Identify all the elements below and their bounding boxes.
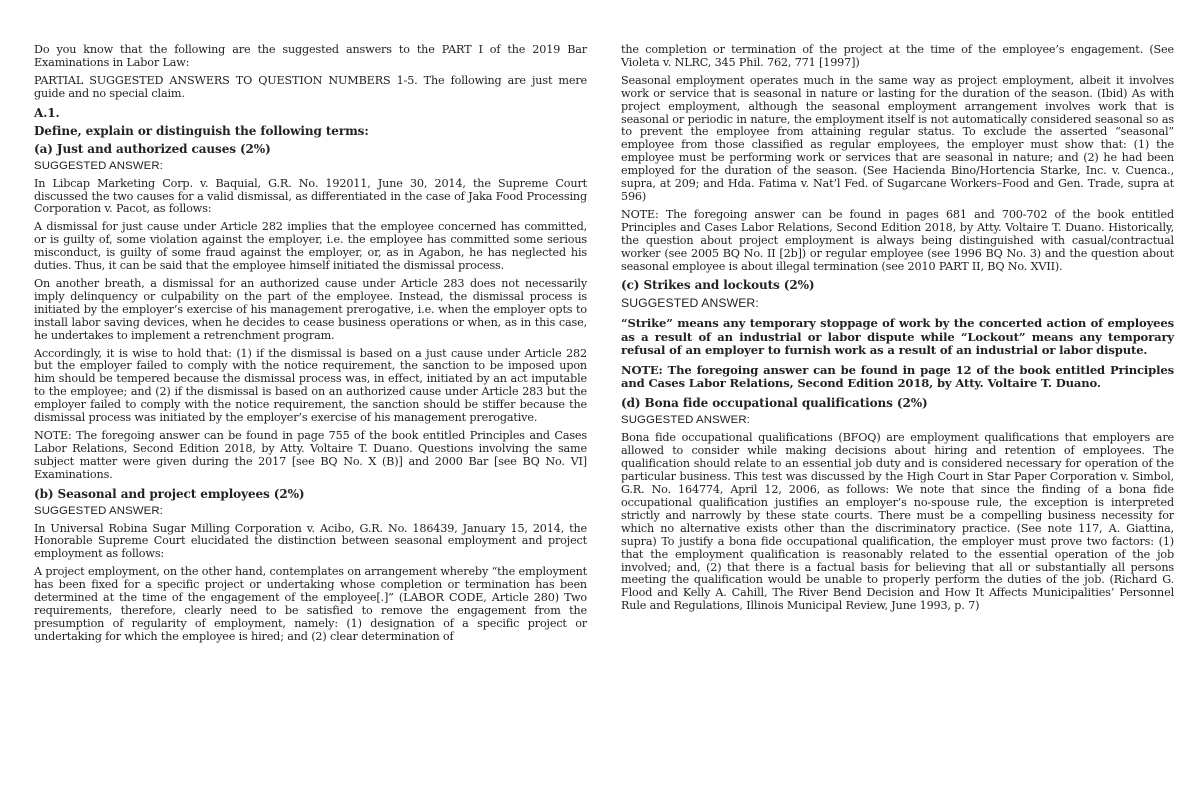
section-a-paragraph-1: In Libcap Marketing Corp. v. Baquial, G.R. No. 192011, June 30, 2014, the Supreme Court discussed the two causes for a valid dismissal, as differentiated in the case of Jaka Food Processing Corporation v. Pacot, as follows: [34,176,587,216]
right-column [621,44,1174,618]
section-b-paragraph-2-continued: the completion or termination of the project at the time of the employee’s engagement. (See Violeta v. NLRC, 345 Phil. 762, 771 [1997]) [621,43,1174,69]
question-number: A.1. [34,105,60,120]
section-b-heading: (b) Seasonal and project employees (2%) [34,486,305,501]
section-a-heading: (a) Just and authorized causes (2%) [34,141,271,156]
section-a-paragraph-2: A dismissal for just cause under Article 282 implies that the employee concerned has committed, or is guilty of, some violation against the employer, i.e. the employee has committed some serious misconduct, is guilty of some fraud against the employer, or, as in Agabon, he has neglected his duties. Thus, it can be said that the employee himself initiated the dismissal process. [34,220,587,273]
question-instruction: Define, explain or distinguish the following terms: [34,123,369,138]
section-d-heading: (d) Bona fide occupational qualifications (2%) [621,396,928,411]
section-c-heading: (c) Strikes and lockouts (2%) [621,278,815,293]
section-a-paragraph-4: Accordingly, it is wise to hold that: (1) if the dismissal is based on a just cause under Article 282 but the employer failed to comply with the notice requirement, the sanction to be imposed upon him should be tempered because the dismissal process was, in effect, initiated by an act imputable to the employee; and (2) if the dismissal is based on an authorized cause under Article 283 but the employer failed to comply with the notice requirement, the sanction should be stiffer because the dismissal process was initiated by the employer’s exercise of his management prerogative. [34,346,587,425]
section-d-answer: Bona fide occupational qualifications (BFOQ) are employment qualifications that employers are allowed to consider while making decisions about hiring and retention of employees. The qualification should relate to an essential job duty and is considered necessary for operation of the particular business. This test was discussed by the High Court in Star Paper Corporation v. Simbol, G.R. No. 164774, April 12, 2006, as follows: We note that since the finding of a bona fide occupational qualification justifies an employer’s no-spouse rule, the exception is interpreted strictly and narrowly by these state courts. There must be a compelling business necessity for which no alternative exists other than the discriminatory practice. (See note 117, A. Giattina, supra) To justify a bona fide occupational qualification, the employer must prove two factors: (1) that the employment qualification is reasonably related to the essential operation of the job involved; and, (2) that there is a factual basis for believing that all or substantially all persons meeting the qualification would be unable to properly perform the duties of the job. (Richard G. Flood and Kelly A. Cahill, The River Bend Decision and How It Affects Municipalities’ Personnel Rule and Regulations, Illinois Municipal Review, June 1993, p. 7) [621,431,1174,613]
section-b-paragraph-3: Seasonal employment operates much in the same way as project employment, albeit it involves work or service that is seasonal in nature or lasting for the duration of the season. (Ibid) As with project employment, although the seasonal employment arrangement involves work that is seasonal or periodic in nature, the employment itself is not automatically considered seasonal so as to prevent the employee from attaining regular status. To exclude the asserted “seasonal” employee from those classified as regular employees, the employer must show that: (1) the employee must be performing work or services that are seasonal in nature; and (2) he had been employed for the duration of the season. (See Hacienda Bino/Hortencia Starke, Inc. v. Cuenca., supra, at 209; and Hda. Fatima v. Nat’l Fed. of Sugarcane Workers–Food and Gen. Trade, supra at 596) [621,73,1174,203]
section-a-suggested-label: SUGGESTED ANSWER: [34,159,163,172]
section-c-suggested-label: SUGGESTED ANSWER: [621,296,759,311]
section-b-paragraph-1: In Universal Robina Sugar Milling Corporation v. Acibo, G.R. No. 186439, January 15, 2014, the Honorable Supreme Court elucidated the distinction between seasonal employment and project employment as follows: [34,521,587,561]
section-c-answer: “Strike” means any temporary stoppage of work by the concerted action of employees as a result of an industrial or labor dispute while “Lockout” means any temporary refusal of an employer to furnish work as a result of an industrial or labor dispute. [621,316,1174,358]
section-b-suggested-label: SUGGESTED ANSWER: [34,504,163,517]
intro-disclaimer: PARTIAL SUGGESTED ANSWERS TO QUESTION NUMBERS 1-5. The following are just mere guide and no special claim. [34,73,587,100]
section-a-note: NOTE: The foregoing answer can be found in page 755 of the book entitled Principles and Cases Labor Relations, Second Edition 2018, by Atty. Voltaire T. Duano. Questions involving the same subject matter were given during the 2017 [see BQ No. X (B)] and 2000 Bar [see BQ No. VI] Examinations. [34,428,587,481]
section-b-note: NOTE: The foregoing answer can be found in pages 681 and 700-702 of the book entitled Principles and Cases Labor Relations, Second Edition 2018, by Atty. Voltaire T. Duano. Historically, the question about project employment is always being distinguished with casual/contractual worker (see 2005 BQ No. II [2b]) or regular employee (see 1996 BQ No. 3) and the question about seasonal employee is about illegal termination (see 2010 PART II, BQ No. XVII). [621,207,1174,273]
section-b-paragraph-2: A project employment, on the other hand, contemplates on arrangement whereby “the employment has been fixed for a specific project or undertaking whose completion or termination has been determined at the time of the engagement of the employee[.]” (LABOR CODE, Article 280) Two requirements, therefore, clearly need to be satisfied to remove the engagement from the presumption of regularity of employment, namely: (1) designation of a specific project or undertaking for which the employee is hired; and (2) clear determination of [34,565,587,643]
left-column [34,44,587,649]
section-c-note: NOTE: The foregoing answer can be found in page 12 of the book entitled Principles and Cases Labor Relations, Second Edition 2018, by Atty. Voltaire T. Duano. [621,362,1174,391]
intro-paragraph: Do you know that the following are the suggested answers to the PART I of the 2019 Bar Examinations in Labor Law: [34,43,587,69]
section-a-paragraph-3: On another breath, a dismissal for an authorized cause under Article 283 does not necessarily imply delinquency or culpability on the part of the employee. Instead, the dismissal process is initiated by the employer’s exercise of his management prerogative, i.e. when the employer opts to install labor saving devices, when he decides to cease business operations or when, as in this case, he undertakes to implement a retrenchment program. [34,276,587,342]
section-d-suggested-label: SUGGESTED ANSWER: [621,414,750,427]
